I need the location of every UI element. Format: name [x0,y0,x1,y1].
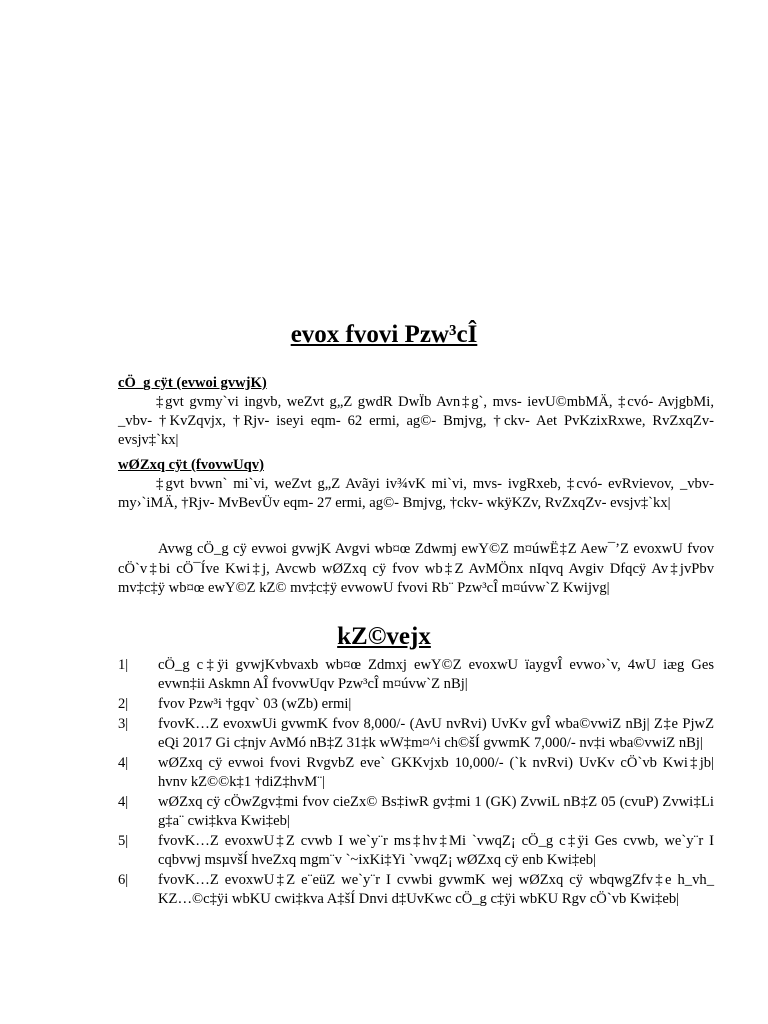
term-number: 4| [118,755,129,771]
terms-heading: kZ©vejx [337,623,431,650]
term-number: 2| [118,696,129,712]
terms-list [118,656,714,910]
term-item [118,715,714,753]
first-party-details: ‡gvt gvmy`vi ingvb, weZvt g„Z gwdR DwÏb Avn‡g`, mvs- ievU©mbMÄ, ‡cvó- AvjgbMi, _vbv- †KvZqvjx, †Rjv- iseyi eqm- 62 ermi, ag©- Bmjvg, †ckv- Aet PvKzixRxwe, RvZxqZv- evsjv‡`kx| [118,394,714,448]
term-text: wØZxq cÿ evwoi fvovi RvgvbZ eve` GKKvjxb 10,000/- (`k nvRvi) UvKv cÖ`vb Kwi‡jb| hvnv kZ©©k‡1 †diZ‡hvM¨| [158,755,714,790]
term-item [118,754,714,792]
term-text: fvovK…Z evoxwU‡Z cvwb I we`y¨r ms‡hv‡Mi `vwqZ¡ cÖ_g c‡ÿi Ges cvwb, we`y¨r I cqbvwj msµvšÍ hveZxq mgm¨v `~ixKi‡Yi `vwqZ¡ wØZxq cÿ enb Kwi‡eb| [158,833,714,868]
term-number: 6| [118,872,129,888]
term-text: wØZxq cÿ cÖwZgv‡mi fvov cieZx© Bs‡iwR gv‡mi 1 (GK) ZvwiL nB‡Z 05 (cvuP) Zvwi‡Li g‡a¨ cwi‡kva Kwi‡eb| [158,794,714,829]
term-number: 5| [118,833,129,849]
term-item [118,871,714,909]
second-party-heading: wØZxq cÿt (fvovwUqv) [118,457,264,473]
term-number: 1| [118,657,129,673]
term-item [118,695,714,714]
term-item [118,656,714,694]
document-title: evox fvovi Pzw³cÎ [290,321,478,348]
term-text: cÖ_g c‡ÿi gvwjKvbvaxb wb¤œ Zdmxj ewY©Z evoxwU ïaygvÎ evwo›`v, 4wU iæg Ges evwn‡ii Askmn AÎ fvovwUqv Pzw³cÎ m¤úvw`Z nBj| [158,657,714,692]
term-number: 4| [118,794,129,810]
agreement-intro: Avwg cÖ_g cÿ evwoi gvwjK Avgvi wb¤œ Zdwmj ewY©Z m¤úwË‡Z Aew¯’Z evoxwU fvov cÖ`v‡bi cÖ¯Íve Kwi‡j, Avcwb wØZxq cÿ fvov wb‡Z AvMÖnx nIqvq Avgiv Dfqcÿ Av‡jvPbv mv‡c‡ÿ wb¤œ ewY©Z kZ© mv‡c‡ÿ evwowU fvovi Rb¨ Pzw³cÎ m¤úvw`Z Kwijvg| [118,541,714,596]
first-party-heading: cÖ_g cÿt (evwoi gvwjK) [118,375,267,391]
term-item [118,832,714,870]
second-party-details: ‡gvt bvwn` mi`vi, weZvt g„Z Avãyi iv¾vK mi`vi, mvs- ivgRxeb, ‡cvó- evRvievov, _vbv- my›`iMÄ, †Rjv- MvBevÜv eqm- 27 ermi, ag©- Bmjvg, †ckv- wkÿKZv, RvZxqZv- evsjv‡`kx| [118,476,714,511]
term-item [118,793,714,831]
first-party-section [118,374,714,450]
term-text: fvov Pzw³i †gqv` 03 (wZb) ermi| [158,696,352,712]
term-text: fvovK…Z evoxwUi gvwmK fvov 8,000/- (AvU nvRvi) UvKv gvÎ wba©vwiZ nBj| Z‡e PjwZ eQi 2017 Gi c‡njv AvMó nB‡Z 31‡k wW‡m¤^i ch©šÍ gvwmK 7,000/- nv‡i wba©vwiZ nBj| [158,716,714,751]
second-party-section [118,456,714,513]
term-text: fvovK…Z evoxwU‡Z e¨eüZ we`y¨r I cvwbi gvwmK wej wØZxq cÿ wbqwgZfv‡e h_vh_ KZ…©c‡ÿi wbKU cwi‡kva A‡šÍ Dnvi d‡UvKwc cÖ_g c‡ÿi wbKU Rgv cÖ`vb Kwi‡eb| [158,872,714,907]
term-number: 3| [118,716,129,732]
